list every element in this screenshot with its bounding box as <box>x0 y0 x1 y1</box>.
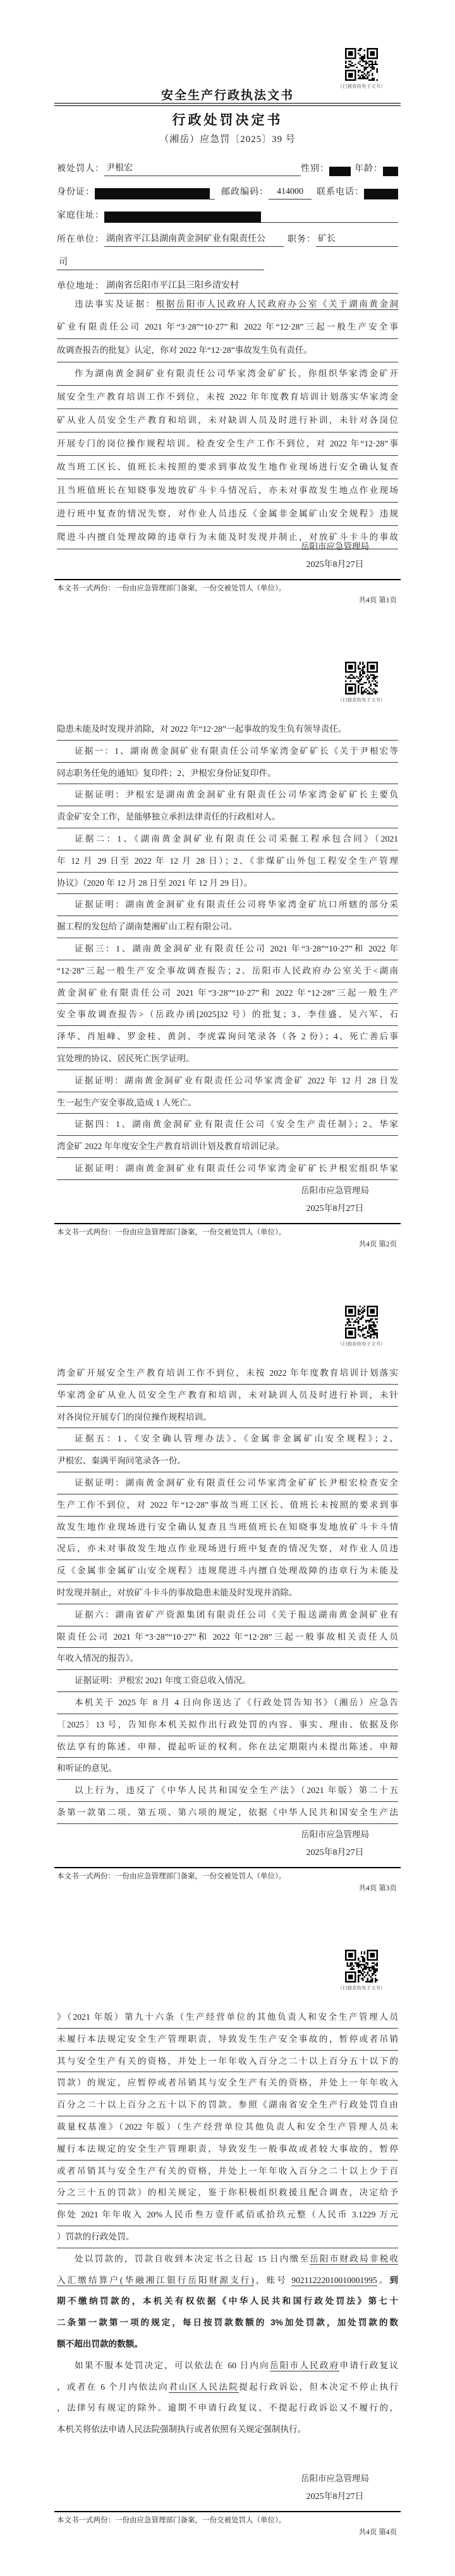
doc-title: 行政处罚决定书 <box>172 112 283 128</box>
body-line: 宜处理的协议、居民死亡医学证明。 <box>57 1048 398 1070</box>
page-number: 共4页 第1页 <box>358 597 397 604</box>
body-line-segment: ，账号 <box>253 2275 292 2285</box>
body-line: 额不超出罚款的数额。 <box>57 2339 143 2349</box>
signature-block <box>265 2469 404 2506</box>
body-line: 证据证明：尹根宏是湖南黄金洞矿业有限责任公司华家湾金矿矿长主要负 <box>57 784 398 806</box>
body-line: 证据证明：湖南黄金洞矿业有限责任公司华家湾金矿矿长尹根宏组织华家 <box>57 1158 398 1180</box>
qr-caption: （扫描查收电子文书） <box>337 83 385 89</box>
body-line: 其与安全生产有关的资格，并处上一年年收入百分之二十以上百分五十以下的 <box>57 2051 398 2073</box>
issuing-agency: 岳阳市应急管理局 <box>301 1830 369 1839</box>
field-row-home <box>57 208 398 223</box>
body-line: 证据证明：湖南黄金洞矿业有限责任公司华家湾金矿矿长尹根宏检查安全 <box>57 1472 398 1494</box>
body-line: 安全事故调查报告>（岳政办函[2025]32 号）的批复；3、李佳盛、吴六军、石 <box>57 1004 398 1026</box>
body-line: 证据六：湖南省矿产资源集团有限责任公司《关于报送湖南黄金洞矿业有 <box>57 1604 398 1626</box>
body-line-segment: 处以罚款的，罚款自收到本决定书之日起 15 日内缴至 <box>75 2253 310 2263</box>
recipient-value: 尹根宏 <box>104 162 301 176</box>
footer-rule <box>54 1867 401 1868</box>
job-label: 职务： <box>288 235 316 244</box>
field-row-recipient <box>57 162 398 176</box>
body-line: 履行本法规定的安全生产管理职责，导致发生一般事故或者较大事故的，暂停 <box>57 2138 398 2161</box>
body-line: 年 12 月 29 日至 2022 年 12 月 28 日）；2、《非煤矿山外包工程安全生产管理 <box>57 850 398 873</box>
footer-rule <box>54 1223 401 1224</box>
postcode-label: 邮政编码： <box>221 188 269 197</box>
page-4 <box>0 1932 455 2576</box>
unit-address-value: 湖南省岳阳市平江县三阳乡清安村 <box>104 279 398 294</box>
issue-date: 2025年8月27日 <box>306 2492 364 2501</box>
id-label: 身份证： <box>57 188 95 197</box>
id-redaction <box>95 188 210 199</box>
employer-label: 所在单位： <box>57 235 104 244</box>
page-1 <box>0 0 455 644</box>
unit-address-label: 单位地址： <box>57 282 104 291</box>
body-line-segment: 岳阳市人民政府 <box>269 2360 340 2370</box>
body-line-segment: 到 <box>389 2275 399 2285</box>
body-line: 故当班工区长、值班长未按照的要求到事故发生地作业现场进行安全确认复查 <box>57 456 398 479</box>
body-line: 证据二：1、《湖南黄金洞矿业有限责任公司采掘工程承包合同》（2021 <box>57 828 398 850</box>
body-line: 反《金属非金属矿山安全规程》违规爬进斗内擅自处理故障的违章行为未能及 <box>57 1560 398 1582</box>
body-line: 或者吊销其与安全生产有关的资格，并处上一年年收入百分之二十以上少于百 <box>57 2161 398 2183</box>
body-line-segment: 申请行政复议 <box>339 2360 399 2370</box>
footer-rule <box>54 579 401 580</box>
body-line: 生一起生产安全事故,造成 1 人死亡。 <box>57 1092 398 1114</box>
home-address-redaction <box>104 212 261 222</box>
qr-code <box>345 1950 378 1983</box>
gender-redaction <box>329 167 351 176</box>
body-line: 条第一款第二项、第五项、第六项的规定，依据《中华人民共和国安全生产法 <box>57 1802 398 1824</box>
body-line: 证据证明：湖南黄金洞矿业有限责任公司华家湾金矿 2022 年 12 月 28 日发 <box>57 1070 398 1092</box>
body-line: 同志职务任免的通知》复印件；2、尹根宏身份证复印件。 <box>57 763 398 785</box>
body-line: 证据三：1、湖南黄金洞矿业有限责任公司 2021 年“3·28”“10·27”和 2022 年 <box>57 938 398 960</box>
issuing-agency: 岳阳市应急管理局 <box>301 2474 369 2483</box>
employer-value-continued: 司 <box>57 256 264 270</box>
body-line: 》（2021 年版）第九十六条（生产经营单位的其他负责人和安全生产管理人员 <box>57 2007 398 2029</box>
body-line: 协议》（2020 年 12 月 28 日至 2021 年 12 月 29 日）。 <box>57 873 398 895</box>
body-line: 责金矿安全工作，是能够独立承担法律责任的行政相对人。 <box>57 806 398 828</box>
page-body <box>57 1363 398 1824</box>
body-line <box>57 2355 398 2376</box>
body-line: 本机关于 2025 年 8 月 4 日向你送达了《行政处罚告知书》（湘岳）应急告 <box>57 1692 398 1714</box>
qr-caption: （扫描查收电子文书） <box>337 1985 385 1991</box>
job-value: 矿长 <box>316 232 398 247</box>
body-line: 矿业有限责任公司 2021 年“3·28”“10·27”和 2022 年“12·28”三起一般生产安全事 <box>57 316 398 339</box>
home-address-label: 家庭住址： <box>57 211 104 220</box>
footer-note: 本文书一式两份：一份由应急管理部门备案，一份交被处罚人（单位）。 <box>57 585 286 592</box>
employer-value: 湖南省平江县湖南黄金洞矿业有限责任公 <box>104 232 284 247</box>
qr-block <box>326 48 397 90</box>
issuing-agency: 岳阳市应急管理局 <box>301 1186 369 1195</box>
body-line: 故调查报告的批复》认定，你对 2022 年“12·28”事故发生负有责任。 <box>57 339 398 362</box>
body-line: 罚款）的规定，应暂停或者吊销其与安全生产有关的资格，并处上一年年收入 <box>57 2072 398 2094</box>
body-line: 证据证明：尹根宏 2021 年度工资总收入情况。 <box>57 1670 398 1692</box>
page-2 <box>0 644 455 1288</box>
body-line <box>57 2376 398 2398</box>
body-line: 作为湖南黄金洞矿业有限责任公司华家湾金矿矿长，你组织华家湾金矿开 <box>57 362 398 386</box>
body-line-segment: 提起行政诉讼，但本决定不停止执行 <box>239 2382 399 2392</box>
body-line-segment: 根据岳阳市人民政府人民政府办公室《关于湖南黄金洞 <box>155 299 399 309</box>
body-line: 百分之二十以上百分之五十以下的罚款。参照《湖南省安全生产行政处罚自由 <box>57 2094 398 2116</box>
body-line: 未履行本法规定安全生产管理职责，导致发生生产安全事故的，暂停或者吊销 <box>57 2029 398 2051</box>
body-line: 黄金洞矿业有限责任公司 2021 年“3·28”“10·27”和 2022 年“12·28”三起一般生产 <box>57 982 398 1005</box>
body-line-segment: 如果不服本处罚决定，可以依法在 60 日内向 <box>75 2360 270 2370</box>
body-line: 〔2025〕13 号，告知你本机关拟作出行政处罚的内容、事实、理由、依据及你 <box>57 1714 398 1736</box>
body-line: 和听证的意见。 <box>57 1758 398 1780</box>
body-line: 隐患未能及时发现并消除，对 2022 年“12·28”一起事故的发生负有领导责任。 <box>57 719 398 741</box>
page-body <box>57 2007 398 2440</box>
body-line-segment: 90211222010010001995 <box>291 2275 377 2285</box>
field-row-employer <box>57 232 398 247</box>
footer-note: 本文书一式两份：一份由应急管理部门备案，一份交被处罚人（单位）。 <box>57 2517 286 2524</box>
recipient-label: 被处罚人： <box>57 164 104 174</box>
body-line: ）罚款的行政处罚。 <box>57 2226 398 2248</box>
doc-category-title: 安全生产行政执法文书 <box>161 89 294 102</box>
page-number: 共4页 第4页 <box>358 2529 397 2536</box>
phone-value <box>364 185 398 200</box>
header-double-rule <box>54 103 401 106</box>
body-line: 对各岗位开展专门的岗位操作规程培训。 <box>57 1407 398 1429</box>
body-line: ，法律另有规定的除外。逾期不申请行政复议、不提起行政诉讼又不履行的， <box>57 2403 398 2413</box>
body-line: 故发生地作业现场进行安全确认复查且当班值班长在知晓事发地放矿斗卡斗情 <box>57 1517 398 1539</box>
body-line: 以上行为，违反了《中华人民共和国安全生产法》（2021 年版）第二十五 <box>57 1780 398 1802</box>
body-line: 期不缴纳罚款的，本机关有权依据《中华人民共和国行政处罚法》第七十 <box>57 2296 398 2306</box>
signature-block <box>265 1181 404 1218</box>
age-label: 年龄： <box>355 164 383 174</box>
body-line-segment: 岳阳市财政局非税收 <box>310 2253 399 2263</box>
body-line: 开展专门的岗位操作规程培训。检查安全生产工作不到位，对 2022 年“12·28”事 <box>57 432 398 456</box>
body-line: 时发现并制止，对放矿斗卡斗的事故隐患未能及时发现并消除。 <box>57 1582 398 1604</box>
page-number: 共4页 第3页 <box>358 1885 397 1892</box>
qr-block <box>326 662 397 703</box>
body-line: 证据一：1、湖南黄金洞矿业有限责任公司华家湾金矿矿长《关于尹根宏等 <box>57 741 398 763</box>
body-line: 分之三十五的罚款）的相关规定，鉴于你积极组织救援且配合调查，决定给予 <box>57 2182 398 2204</box>
page-body <box>57 293 398 549</box>
body-line: 二条第一款第一项的规定，每日按罚款数额的 3%加处罚款，加处罚款的数 <box>57 2318 398 2328</box>
page-body <box>57 719 398 1180</box>
phone-redaction <box>364 189 398 199</box>
body-line-segment: 入汇缴结算户(华融湘江银行岳阳财源支行) <box>57 2275 254 2285</box>
field-row-unit-address <box>57 279 398 294</box>
doc-number: （湘岳）应急罚〔2025〕39 号 <box>159 134 296 145</box>
phone-label: 联系电话： <box>317 188 364 197</box>
qr-code <box>345 662 378 695</box>
footer-rule <box>54 2511 401 2512</box>
qr-caption: （扫描查收电子文书） <box>337 697 385 703</box>
body-line: 证据五：1、《安全确认管理办法》、《金属非金属矿山安全规程》；2、 <box>57 1428 398 1450</box>
body-line-segment: 违法事实及证据： <box>75 299 156 309</box>
body-line: 生产工作不到位，对 2022 年“12·28”事故当班工区长、值班长未按照的要求到事 <box>57 1494 398 1517</box>
body-line: 华家湾金矿从业人员安全生产教育和培训，未对缺训人员及时进行补训，未针 <box>57 1385 398 1407</box>
body-line: 依法享有的陈述、申辩、提起听证的权利。你在法定期限内未提出陈述、申辩 <box>57 1736 398 1758</box>
qr-caption: （扫描查收电子文书） <box>337 1341 385 1347</box>
home-address-value <box>104 208 398 223</box>
body-line: 年收入情况的报告》。 <box>57 1648 398 1670</box>
body-line: 证据证明：湖南黄金洞矿业有限责任公司将华家湾金矿坑口所辖的部分采 <box>57 894 398 916</box>
qr-code <box>345 48 378 81</box>
body-line: 爬进斗内擅自处理故障的违章行为未能及时发现并制止，对放矿斗卡斗的事故 <box>57 526 398 549</box>
gender-label: 性别： <box>301 164 329 174</box>
issue-date: 2025年8月27日 <box>306 1848 364 1857</box>
body-line: 掘工程的发包给了湖南楚湘矿山工程有限公司。 <box>57 916 398 938</box>
body-line: 限责任公司 2021 年“3·28”“10·27”和 2022 年“12·28”三起一般事故相关责任人员 <box>57 1626 398 1649</box>
field-row-id <box>57 185 398 200</box>
body-line: 尹根宏、秦满平询问笔录各一份。 <box>57 1450 398 1472</box>
body-line <box>57 2248 398 2270</box>
qr-block <box>326 1950 397 1991</box>
body-line <box>57 2270 398 2291</box>
signature-block <box>265 537 404 574</box>
body-line: 湾金矿开展安全生产教育培训工作不到位，未按 2022 年年度教育培训计划落实 <box>57 1363 398 1385</box>
body-line: 况后，亦未对事故发生地点作业现场进行班中复查的情况失察，对作业人员违 <box>57 1538 398 1560</box>
body-line: 进行班中复查的情况失察，对作业人员违反《金属非金属矿山安全规程》违规 <box>57 503 398 526</box>
body-line-segment: 。 <box>377 2275 390 2285</box>
body-line: 裁量权基准》（2022 年版）（生产经营单位其他负责人和安全生产管理人员未 <box>57 2116 398 2138</box>
body-line <box>57 293 398 316</box>
body-line: 且当班值班长在知晓事发地放矿斗卡斗情况后，亦未对事故发生地点作业现场 <box>57 479 398 503</box>
body-line: 你处 2021 年年收入 20%人民币叁万壹仟贰佰贰拾玖元整（人民币 3.1229 万元 <box>57 2204 398 2226</box>
page-number: 共4页 第2页 <box>358 1241 397 1248</box>
body-line: 本机关将依法申请人民法院强制执行或者依照有关规定强制执行。 <box>57 2424 306 2435</box>
footer-note: 本文书一式两份：一份由应急管理部门备案，一份交被处罚人（单位）。 <box>57 1229 286 1236</box>
body-line: 泽华、肖旭峰、罗金桂、黄剑、李虎霖询问笔录各（各 2 份）；4、死亡善后事 <box>57 1026 398 1048</box>
body-line-segment: ，或者在 6 个月内依法向 <box>57 2382 169 2392</box>
age-redaction <box>383 167 398 176</box>
body-line: 湾金矿 2022 年年度安全生产教育培训计划及教育培训记录。 <box>57 1136 398 1158</box>
qr-code <box>345 1306 378 1339</box>
body-line-segment: 君山区人民法院 <box>169 2382 240 2392</box>
qr-block <box>326 1306 397 1347</box>
issuing-agency: 岳阳市应急管理局 <box>301 542 369 551</box>
signature-block <box>265 1825 404 1862</box>
issue-date: 2025年8月27日 <box>306 1204 364 1213</box>
body-line: 矿从业人员安全生产教育和培训，未对缺训人员及时进行补训，未针对各岗位 <box>57 409 398 432</box>
issue-date: 2025年8月27日 <box>306 560 364 569</box>
page-3 <box>0 1288 455 1932</box>
body-line: 证据四：1、湖南黄金洞矿业有限责任公司《安全生产责任制》；2、华家 <box>57 1114 398 1136</box>
postcode-value: 414000 <box>269 185 312 200</box>
body-line: 展安全生产教育培训工作不到位，未按 2022 年年度教育培训计划落实华家湾金 <box>57 386 398 409</box>
body-line: “12·28”三起一般生产安全事故调查报告；2、岳阳市人民政府办公室关于<湖南 <box>57 960 398 982</box>
footer-note: 本文书一式两份：一份由应急管理部门备案，一份交被处罚人（单位）。 <box>57 1873 286 1880</box>
field-row-employer-cont <box>57 256 398 270</box>
id-value <box>95 185 215 200</box>
